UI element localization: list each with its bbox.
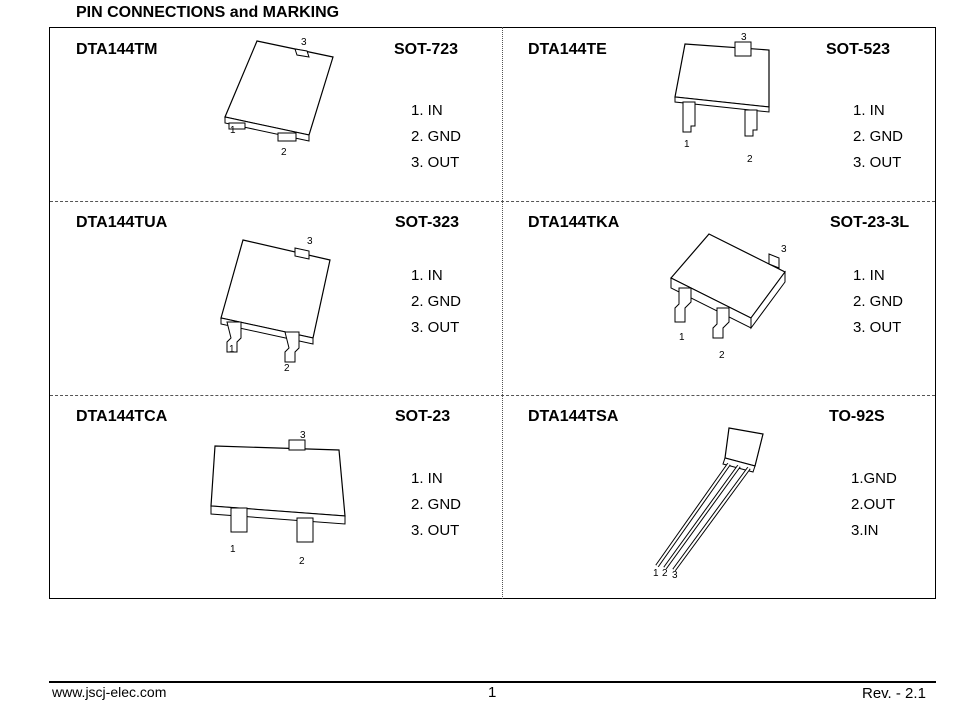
row-divider — [50, 201, 935, 202]
pin-number: 1 — [229, 344, 235, 355]
pin-number: 3 — [307, 236, 313, 247]
pin-number: 2 — [299, 556, 305, 567]
pin-number: 3 — [300, 430, 306, 441]
pin-number: 3 — [741, 32, 747, 43]
pin-label: 3. OUT — [411, 319, 460, 336]
sot-723-package-drawing — [215, 35, 345, 160]
pin-label: 2. GND — [411, 128, 462, 145]
pin-number: 1 — [230, 125, 236, 136]
footer-website: www.jscj-elec.com — [52, 684, 167, 700]
part-number: DTA144TM — [76, 41, 158, 58]
package-name: TO-92S — [829, 408, 885, 425]
pin-number: 2 — [719, 350, 725, 361]
pin-number: 1 — [684, 139, 690, 150]
sot-23-3l-package-drawing — [665, 228, 795, 363]
package-name: SOT-723 — [394, 41, 459, 58]
pin-list — [851, 466, 897, 544]
footer-revision: Rev. - 2.1 — [862, 685, 926, 702]
pin-number: 1 — [653, 568, 659, 579]
package-name: SOT-323 — [395, 214, 460, 231]
pin-table-frame — [49, 27, 936, 599]
pin-list — [411, 263, 461, 341]
pin-number: 3 — [672, 570, 678, 581]
sot-23-package-drawing — [205, 426, 355, 570]
pin-number: 2 — [662, 568, 668, 579]
pin-label: 1. IN — [411, 267, 443, 284]
part-number: DTA144TE — [528, 41, 607, 58]
footer-page-number: 1 — [488, 684, 497, 701]
pin-label: 1. IN — [411, 102, 443, 119]
pin-label: 3.IN — [851, 522, 879, 539]
package-name: SOT-23-3L — [830, 214, 910, 231]
footer-rule — [49, 681, 936, 683]
pin-label: 2. GND — [411, 293, 462, 310]
pin-number: 3 — [301, 37, 307, 48]
package-name: SOT-23 — [395, 408, 451, 425]
pin-list — [853, 98, 903, 176]
part-number: DTA144TSA — [528, 408, 619, 425]
pin-label: 3. OUT — [853, 154, 902, 171]
pin-label: 1. IN — [853, 102, 885, 119]
pin-label: 1.GND — [851, 470, 897, 487]
pin-number: 1 — [679, 332, 685, 343]
pin-list — [411, 466, 461, 544]
pin-label: 3. OUT — [853, 319, 902, 336]
pin-number: 2 — [284, 363, 290, 374]
pin-number: 2 — [747, 154, 753, 165]
pin-list — [411, 98, 461, 176]
pin-label: 1. IN — [853, 267, 885, 284]
pin-number: 3 — [781, 244, 787, 255]
sot-523-package-drawing — [665, 32, 785, 164]
package-name: SOT-523 — [826, 41, 891, 58]
part-number: DTA144TCA — [76, 408, 168, 425]
pin-label: 2.OUT — [851, 496, 896, 513]
pin-label: 2. GND — [853, 128, 904, 145]
pin-label: 2. GND — [411, 496, 462, 513]
part-number: DTA144TUA — [76, 214, 168, 231]
sot-323-package-drawing — [215, 230, 345, 375]
part-number: DTA144TKA — [528, 214, 620, 231]
pin-list — [853, 263, 903, 341]
to-92s-package-drawing — [645, 420, 785, 580]
page-title: PIN CONNECTIONS and MARKING — [76, 4, 340, 21]
pin-number: 1 — [230, 544, 236, 555]
pin-label: 3. OUT — [411, 522, 460, 539]
pin-label: 3. OUT — [411, 154, 460, 171]
pin-number: 2 — [281, 147, 287, 158]
pin-label: 1. IN — [411, 470, 443, 487]
pin-label: 2. GND — [853, 293, 904, 310]
column-divider — [502, 27, 503, 599]
row-divider — [50, 395, 935, 396]
